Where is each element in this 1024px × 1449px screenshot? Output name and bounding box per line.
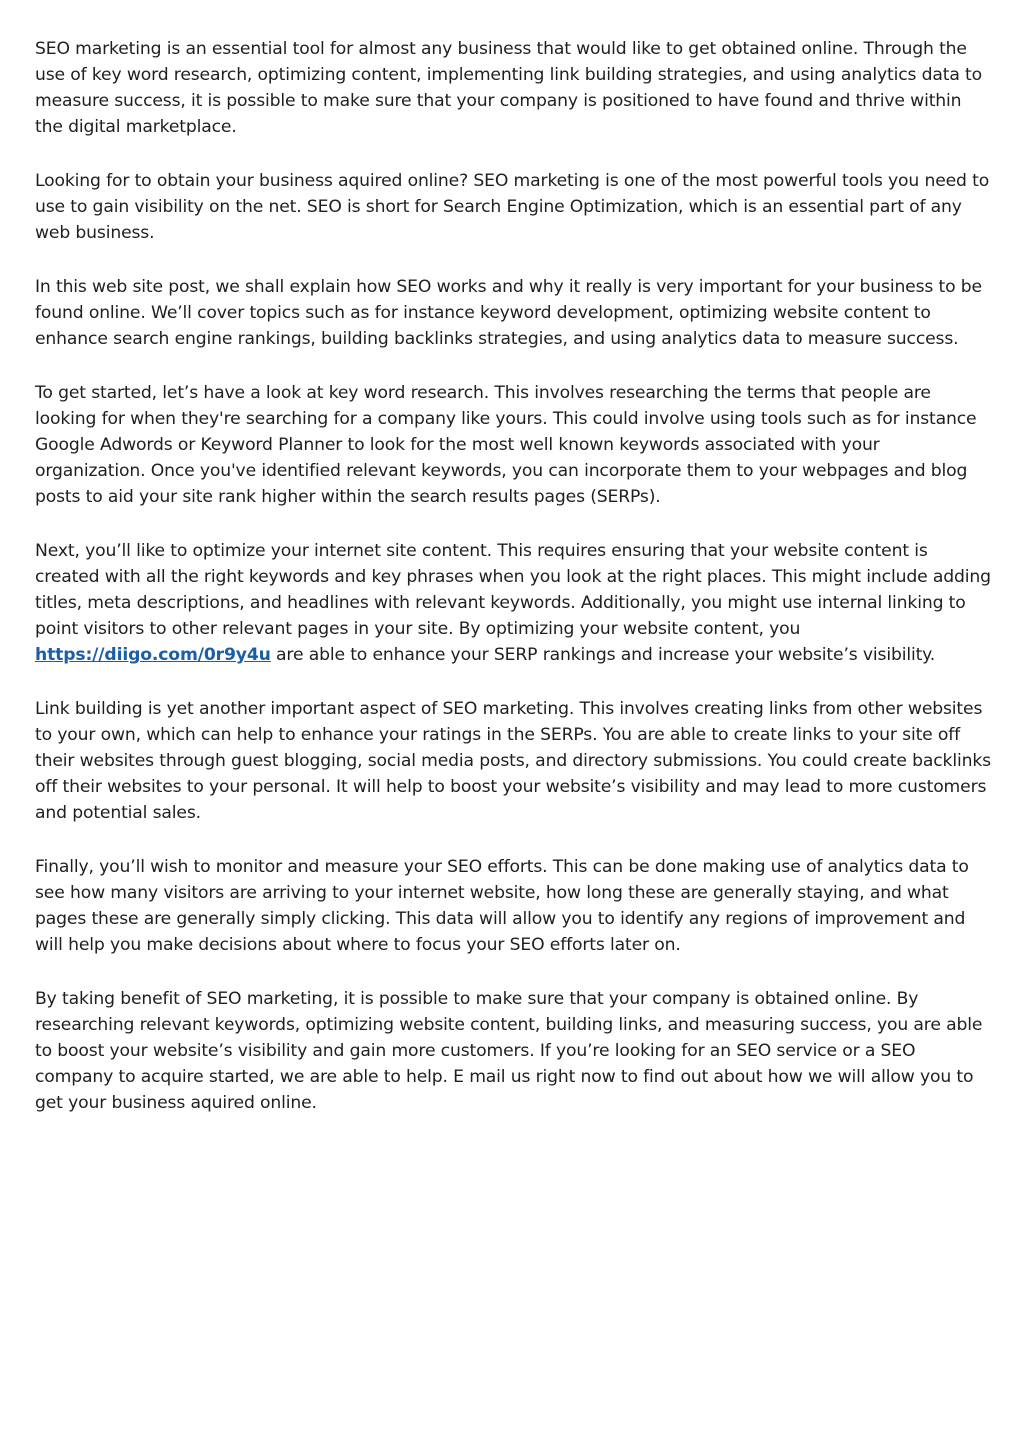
document-body [35,36,991,1144]
paragraph-monitor: Finally, you’ll wish to monitor and measure your SEO efforts. This can be done making use of analytics data to see how many visitors are arriving to your internet website, how long these are generally staying, and what pages these are generally simply clicking. This data will allow you to identify any regions of improvement and will help you make decisions about where to focus your SEO efforts later on. [35,857,969,955]
paragraph-conclusion: By taking benefit of SEO marketing, it is possible to make sure that your company is obtained online. By researching relevant keywords, optimizing website content, building links, and measuring success, you are able to boost your website’s visibility and gain more customers. If you’re looking for an SEO service or a SEO company to acquire started, we are able to help. E mail us right now to find out about how we will allow you to get your business aquired online. [35,989,983,1113]
paragraph-explain: In this web site post, we shall explain how SEO works and why it really is very important for your business to be found online. We’ll cover topics such as for instance keyword development, optimizing website content to enhance search engine rankings, building backlinks strategies, and using analytics data to measure success. [35,277,982,349]
diigo-link[interactable]: https://diigo.com/0r9y4u [35,645,271,665]
paragraph-looking: Looking for to obtain your business aquired online? SEO marketing is one of the most powerful tools you need to use to gain visibility on the net. SEO is short for Search Engine Optimization, which is an essential part of any web business. [35,171,990,243]
paragraph-keyword-research: To get started, let’s have a look at key word research. This involves researching the terms that people are looking for when they're searching for a company like yours. This could involve using tools such as for instance Google Adwords or Keyword Planner to look for the most well known keywords associated with your organization. Once you've identified relevant keywords, you can incorporate them to your webpages and blog posts to aid your site rank higher within the search results pages (SERPs). [35,383,977,507]
paragraph-intro: SEO marketing is an essential tool for almost any business that would like to get obtained online. Through the use of key word research, optimizing content, implementing link building strategies, and using analytics data to measure success, it is possible to make sure that your company is positioned to have found and thrive within the digital marketplace. [35,39,983,137]
paragraph-optimize-text-after: are able to enhance your SERP rankings and increase your website’s visibility. [270,645,936,665]
paragraph-link-building: Link building is yet another important aspect of SEO marketing. This involves creating links from other websites to your own, which can help to enhance your ratings in the SERPs. You are able to create links to your site off their websites through guest blogging, social media posts, and directory submissions. You could create backlinks off their websites to your personal. It will help to boost your website’s visibility and may lead to more customers and potential sales. [35,699,991,823]
paragraph-optimize-text-before: Next, you’ll like to optimize your internet site content. This requires ensuring that your website content is created with all the right keywords and key phrases when you look at the right places. This might include adding titles, meta descriptions, and headlines with relevant keywords. Additionally, you might use internal linking to point visitors to other relevant pages in your site. By optimizing your website content, you [35,541,991,639]
paragraph-optimize-content [35,538,991,668]
